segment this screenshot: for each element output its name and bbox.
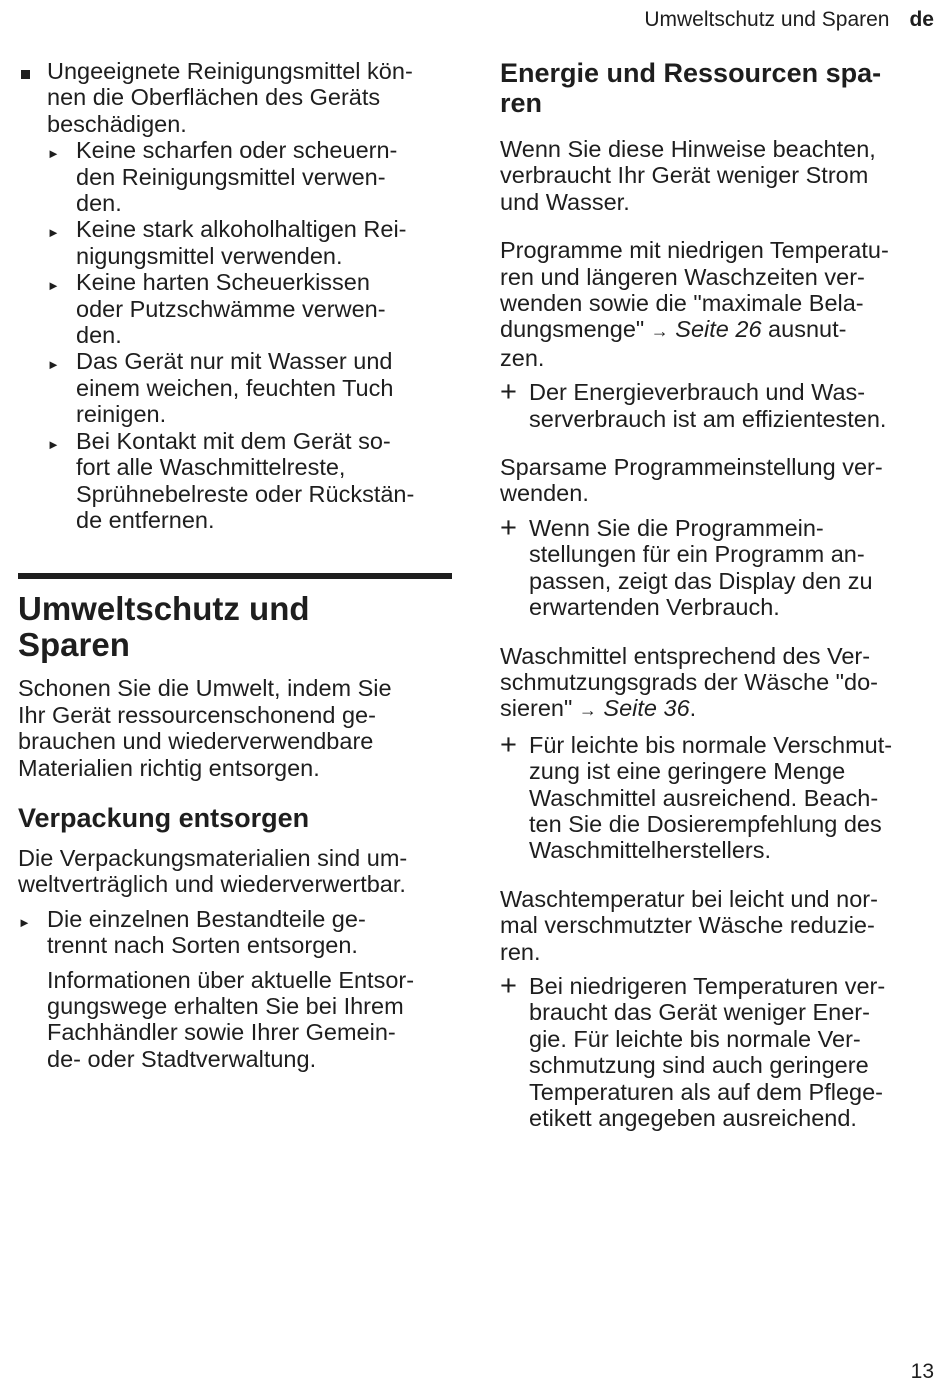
benefit-line: Temperaturen als auf dem Pflege- xyxy=(529,1078,883,1105)
tip-line: ren und längeren Waschzeiten ver- xyxy=(500,263,865,290)
benefit-line: etikett angegeben ausreichend. xyxy=(529,1105,857,1131)
plus-icon: + xyxy=(500,969,517,1002)
energy-heading-line: ren xyxy=(500,88,543,118)
header-language-code: de xyxy=(909,8,934,31)
running-header xyxy=(644,8,934,32)
tip-benefit xyxy=(500,728,932,864)
measure-line: Das Gerät nur mit Wasser und xyxy=(76,348,393,375)
section-title-line: Umweltschutz und xyxy=(18,590,310,628)
triangle-bullet-icon: ► xyxy=(18,914,31,930)
section-divider xyxy=(18,573,452,579)
packaging-text-line: weltverträglich und wiederverwertbar. xyxy=(18,871,406,898)
arrow-right-icon: → xyxy=(578,700,597,721)
tip-reference-line xyxy=(500,316,932,344)
measure-line: de entfernen. xyxy=(76,506,215,533)
step-line: trennt nach Sorten entsorgen. xyxy=(47,932,358,959)
plus-icon: + xyxy=(500,376,517,409)
tip-text xyxy=(500,886,932,965)
intro-line: Schonen Sie die Umwelt, indem Sie xyxy=(18,675,392,702)
energy-intro xyxy=(500,136,932,215)
page-reference-link[interactable]: Seite 26 xyxy=(675,316,762,343)
measure-line: Keine stark alkoholhaltigen Rei- xyxy=(76,216,407,243)
energy-heading-line: Energie und Ressourcen spa- xyxy=(500,58,882,88)
tip-line: Programme mit niedrigen Temperatu- xyxy=(500,237,889,264)
section-title-line: Sparen xyxy=(18,626,130,664)
measure-line: Sprühnebelreste oder Rückstän- xyxy=(76,480,415,507)
packaging-step xyxy=(18,906,458,959)
warning-line: beschädigen. xyxy=(47,110,187,137)
measure-item xyxy=(47,137,458,216)
warning-measures xyxy=(47,137,458,533)
benefit-line: zung ist eine geringere Menge xyxy=(529,758,846,785)
tip-text xyxy=(500,643,932,724)
info-line: Fachhändler sowie Ihrer Gemein- xyxy=(47,1019,396,1046)
right-column xyxy=(500,58,932,1131)
tip-text xyxy=(500,237,932,371)
energy-intro-line: und Wasser. xyxy=(500,188,630,215)
benefit-line: braucht das Gerät weniger Ener- xyxy=(529,999,870,1026)
tip-line: mal verschmutzter Wäsche reduzie- xyxy=(500,912,875,939)
intro-line: Materialien richtig entsorgen. xyxy=(18,754,320,781)
triangle-bullet-icon: ► xyxy=(47,278,60,294)
benefit-line: Der Energieverbrauch und Was- xyxy=(529,379,866,406)
plus-icon: + xyxy=(500,728,517,761)
left-column xyxy=(18,58,458,1072)
tip-benefit xyxy=(500,511,932,621)
tip-line: schmutzungsgrads der Wäsche "do- xyxy=(500,668,878,695)
tip-line: Sparsame Programmeinstellung ver- xyxy=(500,454,883,481)
tip-line: Waschtemperatur bei leicht und nor- xyxy=(500,885,878,912)
triangle-bullet-icon: ► xyxy=(47,225,60,241)
info-line: de- oder Stadtverwaltung. xyxy=(47,1045,317,1072)
benefit-line: passen, zeigt das Display den zu xyxy=(529,567,873,594)
tip-line: Waschmittel entsprechend des Ver- xyxy=(500,642,871,669)
intro-line: Ihr Gerät ressourcenschonend ge- xyxy=(18,701,376,728)
page-reference-link[interactable]: Seite 36 xyxy=(603,695,690,722)
header-section-title: Umweltschutz und Sparen xyxy=(644,8,890,31)
ref-prefix: dungsmenge" xyxy=(500,316,651,343)
info-line: gungswege erhalten Sie bei Ihrem xyxy=(47,992,404,1019)
measure-line: den Reinigungsmittel verwen- xyxy=(76,163,386,190)
tip-reference-line xyxy=(500,695,932,723)
benefit-line: Waschmittelherstellers. xyxy=(529,837,772,864)
tip-line: zen. xyxy=(500,344,545,371)
measure-line: fort alle Waschmittelreste, xyxy=(76,454,346,481)
triangle-bullet-icon: ► xyxy=(47,357,60,373)
page-number: 13 xyxy=(910,1360,934,1383)
measure-item xyxy=(47,428,458,534)
measure-line: Bei Kontakt mit dem Gerät so- xyxy=(76,427,391,454)
packaging-text-line: Die Verpackungsmaterialien sind um- xyxy=(18,844,408,871)
benefit-line: erwartenden Verbrauch. xyxy=(529,594,780,621)
energy-intro-line: verbraucht Ihr Gerät weniger Strom xyxy=(500,162,869,189)
measure-line: Keine scharfen oder scheuern- xyxy=(76,137,398,164)
measure-line: einem weichen, feuchten Tuch xyxy=(76,374,394,401)
warning-block xyxy=(18,58,458,137)
triangle-bullet-icon: ► xyxy=(47,436,60,452)
measure-item xyxy=(47,269,458,348)
packaging-heading: Verpackung entsorgen xyxy=(18,802,310,833)
tip-text xyxy=(500,454,932,507)
warning-line: Ungeeignete Reinigungsmittel kön- xyxy=(47,58,413,84)
triangle-bullet-icon: ► xyxy=(47,146,60,162)
measure-line: den. xyxy=(76,322,122,349)
tip-benefit xyxy=(500,969,932,1131)
benefit-line: Für leichte bis normale Verschmut- xyxy=(529,731,893,758)
ref-suffix: . xyxy=(689,695,697,722)
section-intro xyxy=(18,675,458,781)
measure-line: reinigen. xyxy=(76,401,167,428)
energy-intro-line: Wenn Sie diese Hinweise beachten, xyxy=(500,136,876,162)
benefit-line: Waschmittel ausreichend. Beach- xyxy=(529,784,879,811)
arrow-right-icon: → xyxy=(650,321,669,342)
benefit-line: Bei niedrigeren Temperaturen ver- xyxy=(529,972,886,999)
section-title xyxy=(18,591,458,663)
warning-square-icon xyxy=(18,58,47,84)
measure-item xyxy=(47,216,458,269)
benefit-line: serverbrauch ist am effizientesten. xyxy=(529,405,887,432)
ref-prefix: sieren" xyxy=(500,695,579,722)
info-line: Informationen über aktuelle Entsor- xyxy=(47,966,415,993)
plus-icon: + xyxy=(500,511,517,544)
benefit-line: gie. Für leichte bis normale Ver- xyxy=(529,1025,861,1052)
packaging-info xyxy=(47,967,458,1073)
benefit-line: Wenn Sie die Programmein- xyxy=(529,514,824,541)
packaging-text xyxy=(18,845,458,898)
tip-benefit xyxy=(500,376,932,432)
energy-heading xyxy=(500,58,932,118)
tip-line: wenden sowie die "maximale Bela- xyxy=(500,290,864,317)
measure-line: nigungsmittel verwenden. xyxy=(76,242,343,269)
measure-line: Keine harten Scheuerkissen xyxy=(76,269,370,296)
intro-line: brauchen und wiederverwendbare xyxy=(18,728,374,755)
measure-item xyxy=(47,348,458,427)
ref-suffix: ausnut- xyxy=(761,316,847,343)
warning-line: nen die Oberflächen des Geräts xyxy=(47,84,381,111)
tip-line: ren. xyxy=(500,938,541,965)
measure-line: den. xyxy=(76,190,122,217)
benefit-line: ten Sie die Dosierempfehlung des xyxy=(529,810,882,837)
tip-line: wenden. xyxy=(500,480,589,507)
benefit-line: schmutzung sind auch geringere xyxy=(529,1052,869,1079)
measure-line: oder Putzschwämme verwen- xyxy=(76,295,386,322)
benefit-line: stellungen für ein Programm an- xyxy=(529,541,865,568)
step-line: Die einzelnen Bestandteile ge- xyxy=(47,905,366,932)
